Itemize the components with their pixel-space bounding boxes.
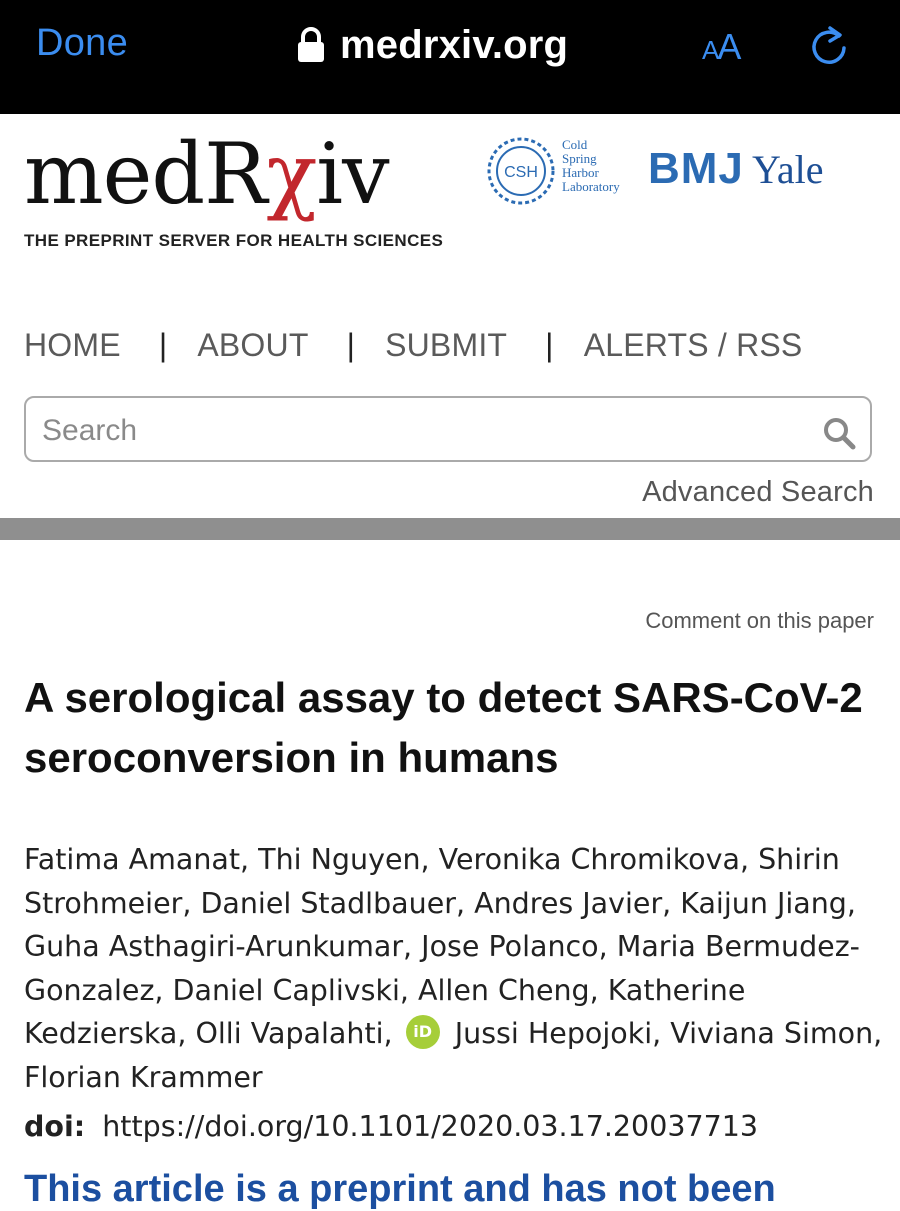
medrxiv-logo[interactable]: medRχiv bbox=[24, 125, 389, 223]
nav-alerts-rss[interactable]: ALERTS / RSS bbox=[583, 327, 803, 363]
main-nav bbox=[24, 327, 802, 364]
bmj-logo[interactable]: BMJ bbox=[648, 144, 744, 193]
done-button[interactable]: Done bbox=[36, 22, 129, 64]
orcid-icon[interactable]: iD bbox=[406, 1015, 440, 1049]
csh-name: Cold Spring Harbor Laboratory bbox=[562, 137, 620, 194]
lock-icon bbox=[296, 26, 326, 64]
svg-text:CSH: CSH bbox=[504, 164, 538, 181]
search-box bbox=[24, 396, 872, 462]
doi-line bbox=[24, 1110, 758, 1143]
author-list bbox=[24, 838, 884, 1099]
nav-separator: | bbox=[346, 327, 356, 363]
search-icon[interactable] bbox=[822, 416, 856, 450]
text-size-button[interactable]: AA bbox=[702, 26, 740, 67]
csh-logo[interactable] bbox=[486, 136, 556, 206]
section-divider bbox=[0, 518, 900, 540]
article-title: A serological assay to detect SARS-CoV-2 seroconversion in humans bbox=[24, 674, 863, 781]
nav-separator: | bbox=[545, 327, 554, 363]
doi-link[interactable]: https://doi.org/10.1101/2020.03.17.20037713 bbox=[102, 1110, 758, 1143]
doi-label: doi: bbox=[24, 1110, 86, 1143]
nav-about[interactable]: ABOUT bbox=[197, 327, 309, 363]
url-text: medrxiv.org bbox=[340, 22, 569, 67]
reload-icon[interactable] bbox=[806, 22, 852, 68]
nav-separator: | bbox=[158, 327, 168, 363]
authors-text: Fatima Amanat, Thi Nguyen, Veronika Chromikova, Shirin Strohmeier, Daniel Stadlbauer, Andres Javier, Kaijun Jiang, Guha Asthagiri-Arunkumar, Jose Polanco, Maria Bermudez-Gonzalez, Daniel Caplivski, Allen Cheng, Katherine Kedzierska, Olli Vapalahti, bbox=[24, 843, 860, 1050]
authors-text-continued: Jussi Hepojoki, Viviana Simon, Florian Krammer bbox=[24, 1017, 883, 1094]
browser-toolbar bbox=[0, 0, 900, 114]
preprint-notice: This article is a preprint and has not been bbox=[24, 1168, 776, 1210]
nav-submit[interactable]: SUBMIT bbox=[385, 327, 508, 363]
site-tagline: THE PREPRINT SERVER FOR HEALTH SCIENCES bbox=[24, 231, 444, 250]
advanced-search-link[interactable]: Advanced Search bbox=[642, 476, 874, 508]
search-input[interactable] bbox=[40, 410, 804, 452]
nav-home[interactable]: HOME bbox=[24, 327, 121, 363]
comment-link[interactable]: Comment on this paper bbox=[645, 608, 874, 633]
yale-logo[interactable]: Yale bbox=[752, 147, 824, 192]
address-bar[interactable] bbox=[296, 20, 568, 70]
